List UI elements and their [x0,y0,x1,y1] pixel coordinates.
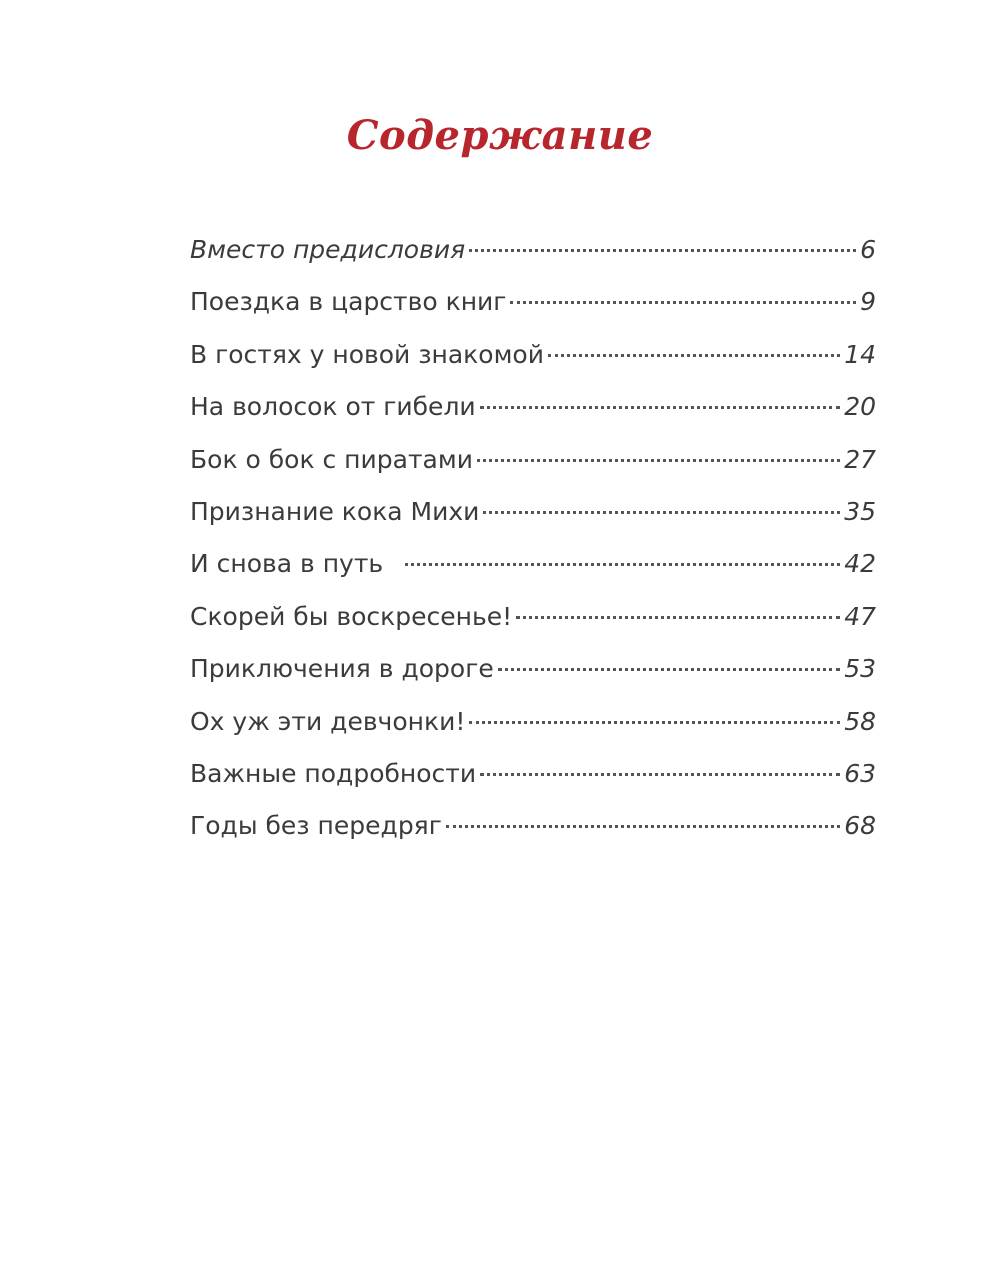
toc-entry [190,490,876,542]
toc-entry [190,542,876,594]
toc-entry-page: 47 [844,601,876,631]
toc-entry [190,752,876,804]
toc-entry-page: 6 [860,235,876,264]
dot-leader [446,825,840,828]
toc-entry-title: Поездка в царство книг [190,287,507,317]
toc-entry-page: 9 [860,287,876,317]
toc-entry-title: Ох уж эти девчонки! [190,706,466,736]
toc-entry-page: 14 [844,339,876,369]
toc-entry-title: Бок о бок с пиратами [190,444,473,474]
toc-entry-title: Важные подробности [190,758,477,788]
toc-entry-title: На волосок от гибели [190,392,476,422]
toc-entry-title: Скорей бы воскресенье! [190,601,513,631]
toc-entry-page: 63 [844,758,876,788]
toc-entry-page: 35 [844,496,876,526]
dot-leader [480,406,841,409]
dot-leader [469,249,856,252]
dot-leader [510,301,856,304]
toc-entry-page: 27 [844,444,876,474]
dot-leader [480,773,840,776]
toc-entry-page: 53 [844,654,876,684]
toc-entry-page: 20 [844,392,876,422]
dot-leader [405,563,840,566]
toc-entry [190,333,876,385]
dot-leader [483,511,840,514]
toc-entry-page: 68 [844,811,876,841]
dot-leader [498,668,840,671]
toc-entry [190,804,876,856]
toc-entry-title: И снова в путь [190,549,384,579]
dot-leader [477,459,840,462]
toc-entry-title: Годы без передряг [190,811,442,841]
dot-leader [516,616,840,619]
dot-leader [469,721,840,724]
toc-entry [190,647,876,699]
toc-entry-title: В гостях у новой знакомой [190,339,544,369]
toc-entry [190,280,876,332]
table-of-contents [190,228,876,857]
toc-entry [190,438,876,490]
toc-entry-title: Приключения в дороге [190,654,494,684]
toc-entry [190,228,876,280]
toc-entry-title: Вместо предисловия [190,235,466,264]
dot-leader [548,354,840,357]
toc-entry [190,595,876,647]
toc-entry-page: 42 [844,549,876,579]
toc-entry-page: 58 [844,706,876,736]
toc-entry [190,385,876,437]
page-title: Содержание [346,112,654,159]
toc-entry [190,700,876,752]
toc-entry-title: Признание кока Михи [190,496,480,526]
